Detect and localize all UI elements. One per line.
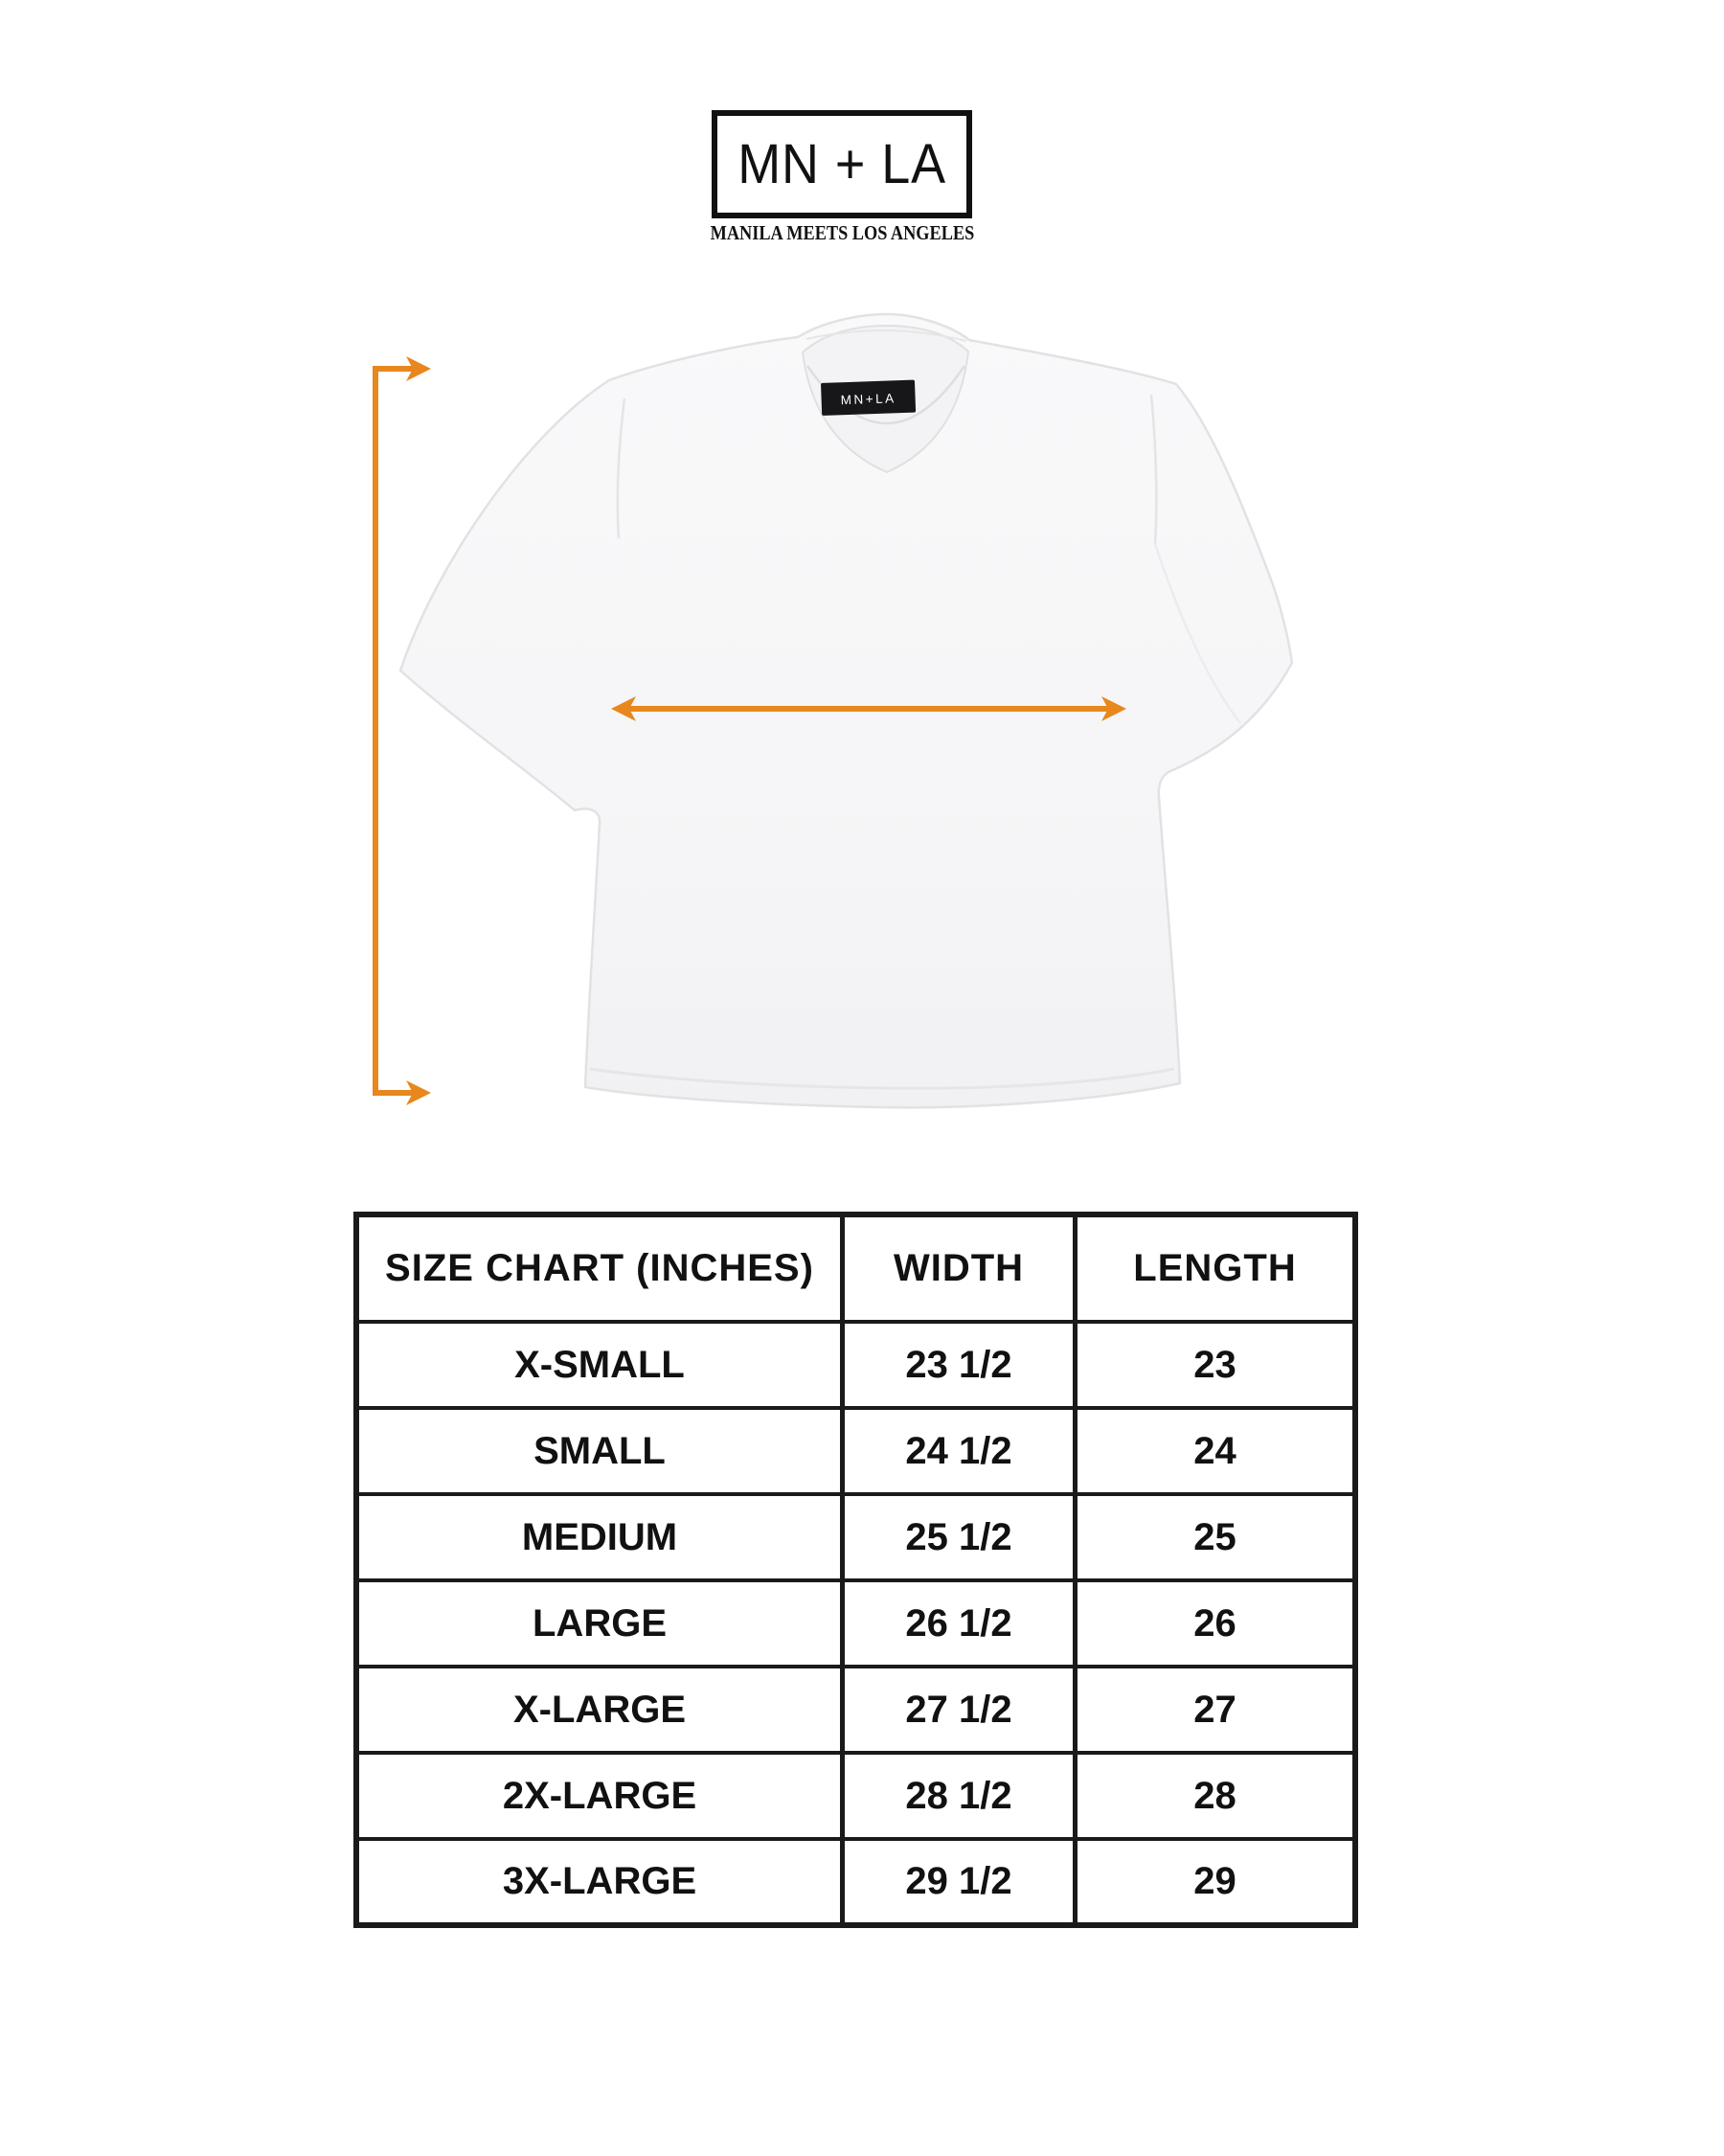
- table-row: [356, 1408, 1355, 1494]
- table-row: [356, 1667, 1355, 1753]
- cell-length: 26: [1076, 1580, 1356, 1667]
- length-measure-arrow: [373, 356, 431, 1105]
- cell-size: SMALL: [356, 1408, 843, 1494]
- tshirt-figure: [364, 287, 1341, 1149]
- table-row: [356, 1839, 1355, 1925]
- col-header-size: SIZE CHART (INCHES): [356, 1214, 843, 1322]
- cell-size: LARGE: [356, 1580, 843, 1667]
- cell-size: 2X-LARGE: [356, 1753, 843, 1839]
- table-row: [356, 1753, 1355, 1839]
- cell-width: 23 1/2: [843, 1322, 1076, 1408]
- cell-size: MEDIUM: [356, 1494, 843, 1580]
- collar-label: [821, 380, 916, 416]
- size-table-body: [356, 1322, 1355, 1925]
- table-row: [356, 1580, 1355, 1667]
- collar-label-text: MN+LA: [840, 391, 896, 408]
- size-table-header: [356, 1214, 1355, 1322]
- brand-tagline-text: MANILA MEETS LOS ANGELES: [710, 221, 974, 244]
- cell-width: 29 1/2: [843, 1839, 1076, 1925]
- cell-length: 24: [1076, 1408, 1356, 1494]
- cell-size: 3X-LARGE: [356, 1839, 843, 1925]
- cell-size: X-SMALL: [356, 1322, 843, 1408]
- cell-length: 28: [1076, 1753, 1356, 1839]
- cell-size: X-LARGE: [356, 1667, 843, 1753]
- cell-width: 25 1/2: [843, 1494, 1076, 1580]
- brand-logo-box: [712, 110, 972, 218]
- header-row: [356, 1214, 1355, 1322]
- brand-tagline: [616, 221, 1068, 245]
- col-header-width: WIDTH: [843, 1214, 1076, 1322]
- cell-length: 23: [1076, 1322, 1356, 1408]
- width-arrow-line: [626, 706, 1111, 712]
- cell-length: 25: [1076, 1494, 1356, 1580]
- length-arrow-bottom-nub: [373, 1090, 413, 1096]
- cell-length: 29: [1076, 1839, 1356, 1925]
- brand-logo-text: MN + LA: [737, 132, 946, 195]
- table-row: [356, 1322, 1355, 1408]
- cell-width: 27 1/2: [843, 1667, 1076, 1753]
- cell-length: 27: [1076, 1667, 1356, 1753]
- table-row: [356, 1494, 1355, 1580]
- length-arrow-top-nub: [373, 366, 413, 372]
- cell-width: 28 1/2: [843, 1753, 1076, 1839]
- length-arrow-line: [373, 366, 378, 1096]
- size-chart-table: [353, 1212, 1358, 1928]
- cell-width: 24 1/2: [843, 1408, 1076, 1494]
- cell-width: 26 1/2: [843, 1580, 1076, 1667]
- col-header-length: LENGTH: [1076, 1214, 1356, 1322]
